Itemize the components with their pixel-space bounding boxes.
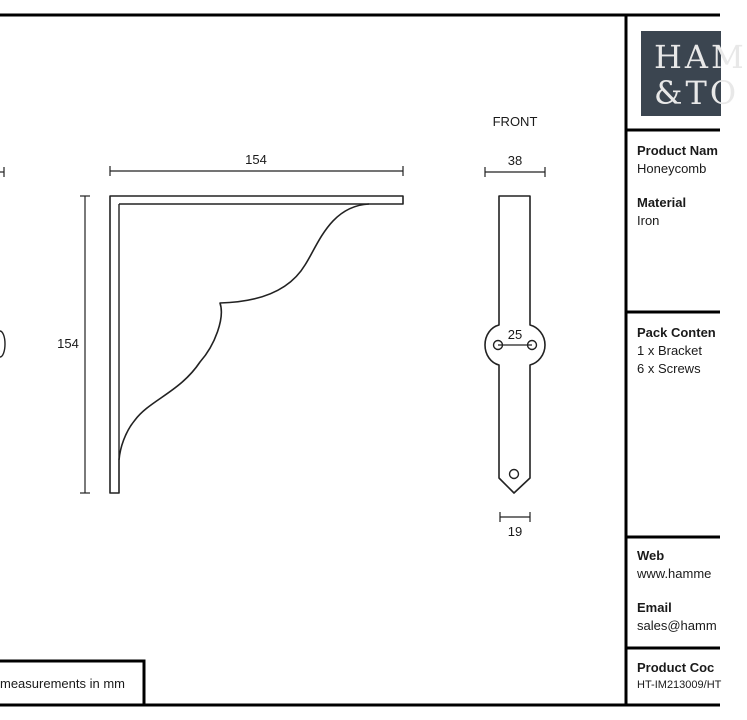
web-value: www.hamme: [637, 566, 712, 581]
material-value: Iron: [637, 213, 660, 228]
pack-contents-label: Pack Conten: [637, 325, 716, 340]
pack-item-bracket: 1 x Bracket: [637, 343, 703, 358]
product-name-label: Product Nam: [637, 143, 718, 158]
brand-logo-line2: &TO: [654, 74, 740, 112]
hole-spacing-dimension-label: 25: [507, 327, 523, 342]
measurement-units-note: measurements in mm: [0, 676, 125, 691]
partial-hole-view: [0, 331, 5, 357]
front-width-dimension-label: 38: [507, 153, 523, 168]
brand-logo-line1: HAM: [654, 38, 747, 76]
product-name-value: Honeycomb: [637, 161, 707, 176]
pack-item-screws: 6 x Screws: [637, 361, 701, 376]
product-code-label: Product Coc: [637, 660, 715, 675]
width-dimension-label: 154: [245, 152, 267, 167]
bottom-width-dimension-label: 19: [507, 524, 523, 539]
web-label: Web: [637, 548, 665, 563]
height-dimension-label: 154: [57, 336, 79, 351]
front-view-label: FRONT: [492, 114, 538, 129]
email-value: sales@hamm: [637, 618, 717, 633]
email-label: Email: [637, 600, 672, 615]
material-label: Material: [637, 195, 687, 210]
screw-hole: [510, 470, 519, 479]
bracket-side-profile: [110, 196, 403, 493]
product-code-value: HT-IM213009/HT: [637, 679, 722, 691]
